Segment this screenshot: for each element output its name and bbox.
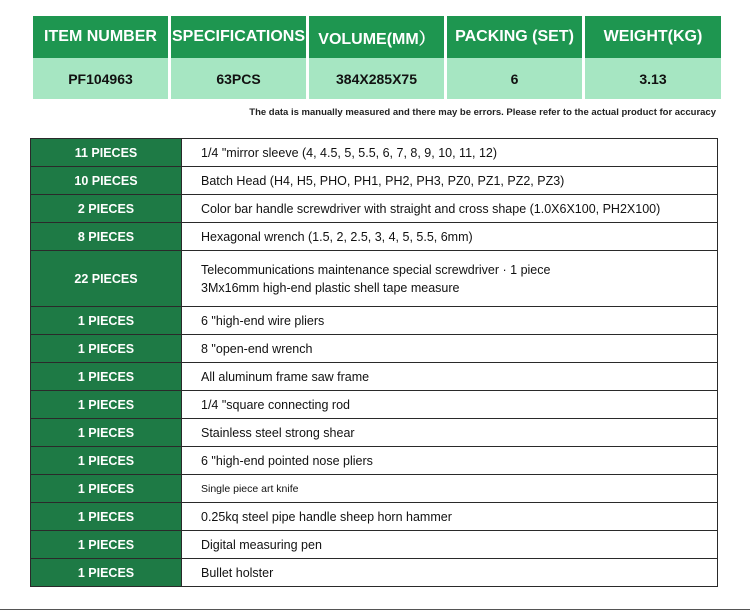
part-quantity: 1 PIECES: [31, 531, 182, 559]
value-specifications: 63PCS: [171, 58, 306, 99]
part-quantity: 1 PIECES: [31, 363, 182, 391]
part-description-line: Hexagonal wrench (1.5, 2, 2.5, 3, 4, 5, 5.5, 6mm): [201, 229, 473, 244]
part-quantity: 1 PIECES: [31, 391, 182, 419]
value-weight: 3.13: [585, 58, 721, 99]
part-description: [182, 223, 718, 251]
value-item-number: PF104963: [33, 58, 168, 99]
part-description: [182, 335, 718, 363]
header-weight: WEIGHT(KG): [585, 16, 721, 58]
part-description: [182, 139, 718, 167]
part-description: [182, 251, 718, 307]
parts-row: [31, 167, 718, 195]
part-description-line: Batch Head (H4, H5, PHO, PH1, PH2, PH3, PZ0, PZ1, PZ2, PZ3): [201, 173, 565, 188]
part-description: [182, 503, 718, 531]
parts-row: [31, 251, 718, 307]
part-description: [182, 307, 718, 335]
part-description-line: 8 "open-end wrench: [201, 341, 313, 356]
parts-row: [31, 475, 718, 503]
parts-row: [31, 559, 718, 587]
part-quantity: 8 PIECES: [31, 223, 182, 251]
part-description-line: Stainless steel strong shear: [201, 425, 355, 440]
part-description: [182, 559, 718, 587]
parts-row: [31, 223, 718, 251]
parts-row: [31, 139, 718, 167]
part-description: [182, 363, 718, 391]
part-quantity: 11 PIECES: [31, 139, 182, 167]
parts-row: [31, 195, 718, 223]
part-description-line: Color bar handle screwdriver with straight and cross shape (1.0X6X100, PH2X100): [201, 201, 661, 216]
parts-row: [31, 363, 718, 391]
part-quantity: 1 PIECES: [31, 335, 182, 363]
part-quantity: 1 PIECES: [31, 447, 182, 475]
spec-summary-table: [30, 16, 724, 99]
part-description-line: 6 "high-end pointed nose pliers: [201, 453, 373, 468]
parts-row: [31, 335, 718, 363]
part-description: [182, 447, 718, 475]
part-description-line: 0.25kq steel pipe handle sheep horn hammer: [201, 509, 452, 524]
parts-row: [31, 531, 718, 559]
part-description: [182, 475, 718, 503]
part-description: [182, 195, 718, 223]
header-volume: VOLUME(MM）: [309, 16, 444, 58]
part-description-line: Digital measuring pen: [201, 537, 322, 552]
part-quantity: 1 PIECES: [31, 307, 182, 335]
part-description-line: 6 "high-end wire pliers: [201, 313, 325, 328]
parts-row: [31, 391, 718, 419]
parts-row: [31, 307, 718, 335]
part-description-line: 1/4 "mirror sleeve (4, 4.5, 5, 5.5, 6, 7, 8, 9, 10, 11, 12): [201, 145, 498, 160]
part-quantity: 1 PIECES: [31, 503, 182, 531]
part-description-line: Bullet holster: [201, 565, 274, 580]
part-quantity: 1 PIECES: [31, 475, 182, 503]
parts-row: [31, 503, 718, 531]
part-description-line: All aluminum frame saw frame: [201, 369, 370, 384]
value-volume: 384X285X75: [309, 58, 444, 99]
bottom-divider: [0, 609, 750, 610]
header-item-number: ITEM NUMBER: [33, 16, 168, 58]
part-description: [182, 391, 718, 419]
part-description-line: 1/4 "square connecting rod: [201, 397, 350, 412]
spec-header-row: [33, 16, 721, 58]
accuracy-disclaimer: The data is manually measured and there may be errors. Please refer to the actual product for accuracy: [249, 107, 716, 118]
spec-value-row: [33, 58, 721, 99]
part-description-line: 3Mx16mm high-end plastic shell tape measure: [201, 280, 460, 295]
part-quantity: 22 PIECES: [31, 251, 182, 307]
part-quantity: 1 PIECES: [31, 419, 182, 447]
value-packing: 6: [447, 58, 582, 99]
part-quantity: 1 PIECES: [31, 559, 182, 587]
parts-row: [31, 419, 718, 447]
part-description-line: Single piece art knife: [201, 482, 299, 495]
part-quantity: 2 PIECES: [31, 195, 182, 223]
parts-list-table: [30, 138, 718, 587]
part-quantity: 10 PIECES: [31, 167, 182, 195]
part-description: [182, 167, 718, 195]
header-specifications: SPECIFICATIONS: [171, 16, 306, 58]
header-packing: PACKING (SET): [447, 16, 582, 58]
part-description: [182, 531, 718, 559]
parts-row: [31, 447, 718, 475]
part-description-line: Telecommunications maintenance special screwdriver · 1 piece: [201, 262, 551, 277]
part-description: [182, 419, 718, 447]
